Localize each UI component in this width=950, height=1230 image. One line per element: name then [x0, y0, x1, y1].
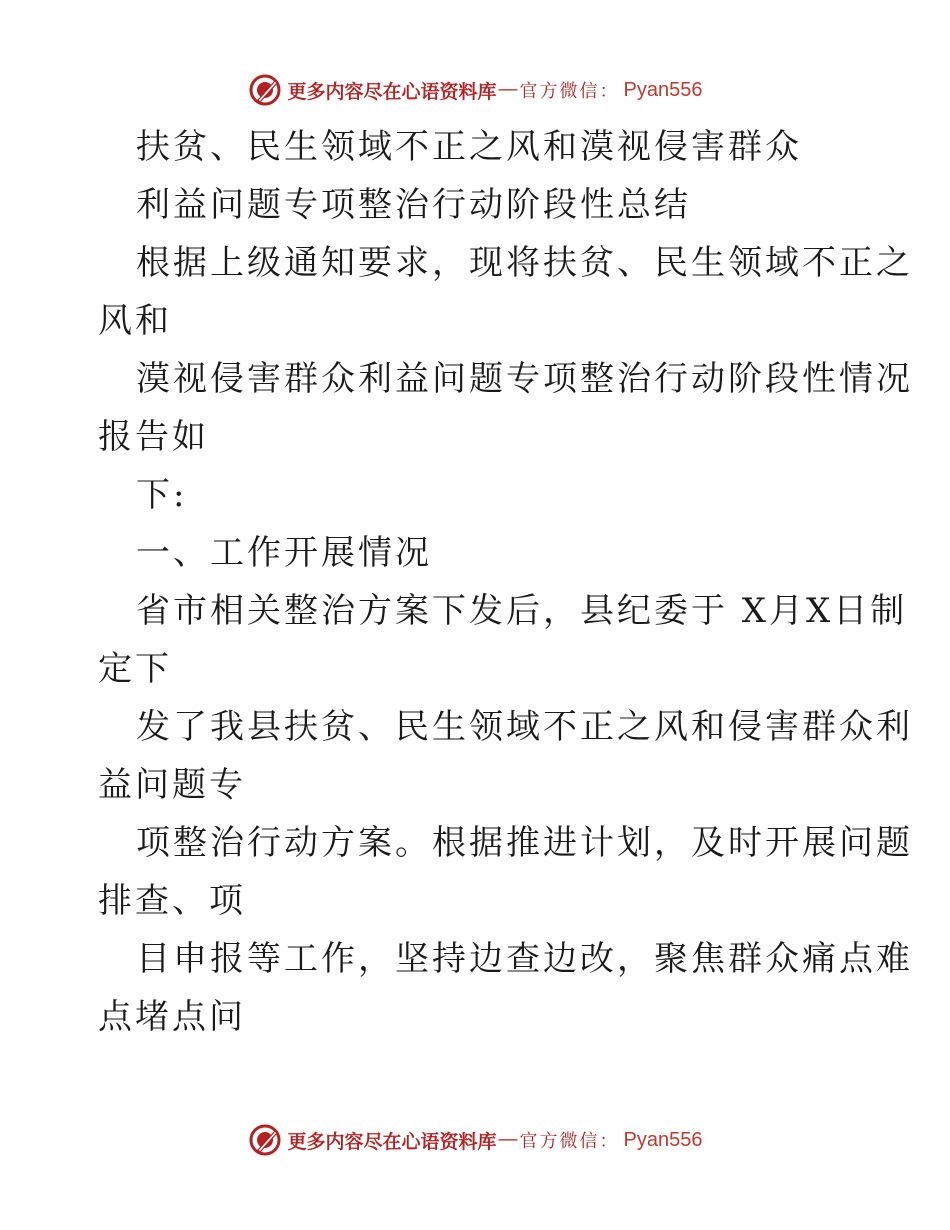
footer-promo-text: 更多内容尽在心语资料库 — [287, 1130, 497, 1153]
paragraph-line: 排查、项 — [98, 881, 246, 921]
paragraph-line: 漠视侵害群众利益问题专项整治行动阶段性情况 — [136, 359, 913, 399]
header-wechat-id: Pyan556 — [623, 78, 703, 101]
paragraph-line: 益问题专 — [98, 765, 246, 805]
paragraph-line: 根据上级通知要求，现将扶贫、民生领域不正之 — [136, 243, 913, 283]
paragraph-line: 项整治行动方案。根据推进计划，及时开展问题 — [136, 823, 913, 863]
section-heading: 一、工作开展情况 — [136, 533, 432, 573]
brand-logo-icon — [248, 1123, 282, 1157]
document-body — [98, 118, 913, 1046]
paragraph-line: 省市相关整治方案下发后，县纪委于 X月X日制 — [136, 591, 908, 631]
paragraph-line: 下: — [136, 475, 188, 515]
header-banner — [0, 68, 950, 112]
footer-separator: — — [498, 1129, 518, 1150]
header-official-label: 官方微信： — [519, 81, 620, 102]
footer-official-label: 官方微信： — [519, 1131, 620, 1152]
paragraph-line: 发了我县扶贫、民生领域不正之风和侵害群众利 — [136, 707, 913, 747]
doc-title-line-1: 扶贫、民生领域不正之风和漠视侵害群众 — [136, 127, 802, 167]
paragraph-line: 报告如 — [98, 417, 209, 457]
footer-wechat-id: Pyan556 — [623, 1128, 703, 1151]
paragraph-line: 定下 — [98, 649, 172, 689]
brand-logo-icon — [248, 73, 282, 107]
paragraph-line: 风和 — [98, 301, 172, 341]
header-promo-text: 更多内容尽在心语资料库 — [287, 80, 497, 103]
paragraph-line: 目申报等工作，坚持边查边改，聚焦群众痛点难 — [136, 939, 913, 979]
footer-banner — [0, 1118, 950, 1162]
paragraph-line: 点堵点问 — [98, 997, 246, 1037]
header-separator: — — [498, 79, 518, 100]
doc-title-line-2: 利益问题专项整治行动阶段性总结 — [136, 185, 691, 225]
